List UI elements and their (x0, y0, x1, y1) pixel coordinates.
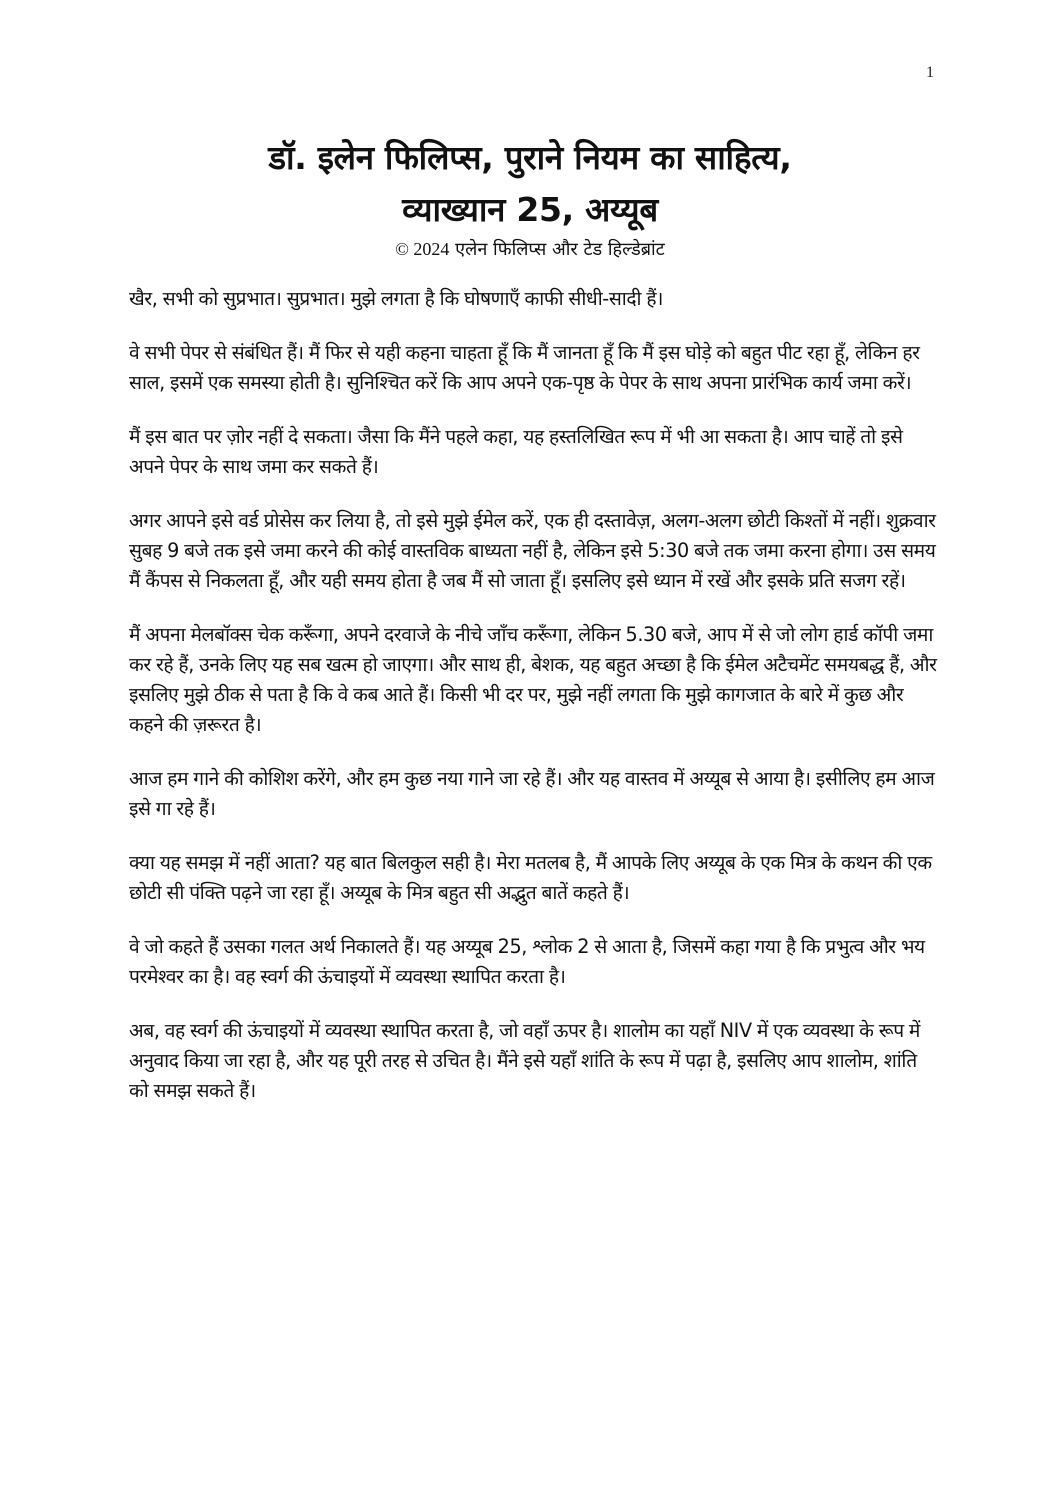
paragraph: वे जो कहते हैं उसका गलत अर्थ निकालते हैं। यह अय्यूब 25, श्लोक 2 से आता है, जिसमें कहा गया है कि प्रभुत्व और भय परमेश्वर का है। वह स्वर्ग की ऊंचाइयों में व्यवस्था स्थापित करता है। (129, 935, 925, 988)
transcript-body (129, 284, 939, 1130)
copyright-authors: एलेन फिलिप्स और टेड हिल्डेब्रांट (455, 239, 665, 260)
paragraph: अब, वह स्वर्ग की ऊंचाइयों में व्यवस्था स्थापित करता है, जो वहाँ ऊपर है। शालोम का यहाँ NIV में एक व्यवस्था के रूप में अनुवाद किया जा रहा है, और यह पूरी तरह से उचित है। मैंने इसे यहाँ शांति के रूप में पढ़ा है, इसलिए आप शालोम, शांति को समझ सकते हैं। (129, 1019, 920, 1102)
paragraph: क्या यह समझ में नहीं आता? यह बात बिलकुल सही है। मेरा मतलब है, मैं आपके लिए अय्यूब के एक मित्र के कथन की एक छोटी सी पंक्ति पढ़ने जा रहा हूँ। अय्यूब के मित्र बहुत सी अद्भुत बातें कहते हैं। (129, 851, 932, 904)
paragraph: अगर आपने इसे वर्ड प्रोसेस कर लिया है, तो इसे मुझे ईमेल करें, एक ही दस्तावेज़, अलग-अलग छोटी किश्तों में नहीं। शुक्रवार सुबह 9 बजे तक इसे जमा करने की कोई वास्तविक बाध्यता नहीं है, लेकिन इसे 5:30 बजे तक जमा करना होगा। उस समय मैं कैंपस से निकलता हूँ, और यही समय होता है जब मैं सो जाता हूँ। इसलिए इसे ध्यान में रखें और इसके प्रति सजग रहें। (129, 509, 936, 592)
paragraph: मैं इस बात पर ज़ोर नहीं दे सकता। जैसा कि मैंने पहले कहा, यह हस्तलिखित रूप में भी आ सकता है। आप चाहें तो इसे अपने पेपर के साथ जमा कर सकते हैं। (129, 425, 903, 478)
copyright-line (130, 236, 930, 263)
paragraph: खैर, सभी को सुप्रभात। सुप्रभात। मुझे लगता है कि घोषणाएँ काफी सीधी-सादी हैं। (129, 287, 663, 310)
paragraph: मैं अपना मेलबॉक्स चेक करूँगा, अपने दरवाजे के नीचे जाँच करूँगा, लेकिन 5.30 बजे, आप में से जो लोग हार्ड कॉपी जमा कर रहे हैं, उनके लिए यह सब खत्म हो जाएगा। और साथ ही, बेशक, यह बहुत अच्छा है कि ईमेल अटैचमेंट समयबद्ध हैं, और इसलिए मुझे ठीक से पता है कि वे कब आते हैं। किसी भी दर पर, मुझे नहीं लगता कि मुझे कागजात के बारे में कुछ और कहने की ज़रूरत है। (129, 623, 937, 736)
paragraph: वे सभी पेपर से संबंधित हैं। मैं फिर से यही कहना चाहता हूँ कि मैं जानता हूँ कि मैं इस घोड़े को बहुत पीट रहा हूँ, लेकिन हर साल, इसमें एक समस्या होती है। सुनिश्चित करें कि आप अपने एक-पृष्ठ के पेपर के साथ अपना प्रारंभिक कार्य जमा करें। (129, 341, 920, 394)
paragraph: आज हम गाने की कोशिश करेंगे, और हम कुछ नया गाने जा रहे हैं। और यह वास्तव में अय्यूब से आया है। इसीलिए हम आज इसे गा रहे हैं। (129, 767, 935, 820)
title-line-1: डॉ. इलेन फिलिप्स, पुराने नियम का साहित्य, (268, 138, 792, 177)
title-line-2: व्याख्यान 25, अय्यूब (402, 190, 658, 229)
copyright-year: © 2024 (395, 239, 450, 259)
document-header (130, 132, 930, 263)
page-number: 1 (926, 64, 934, 81)
